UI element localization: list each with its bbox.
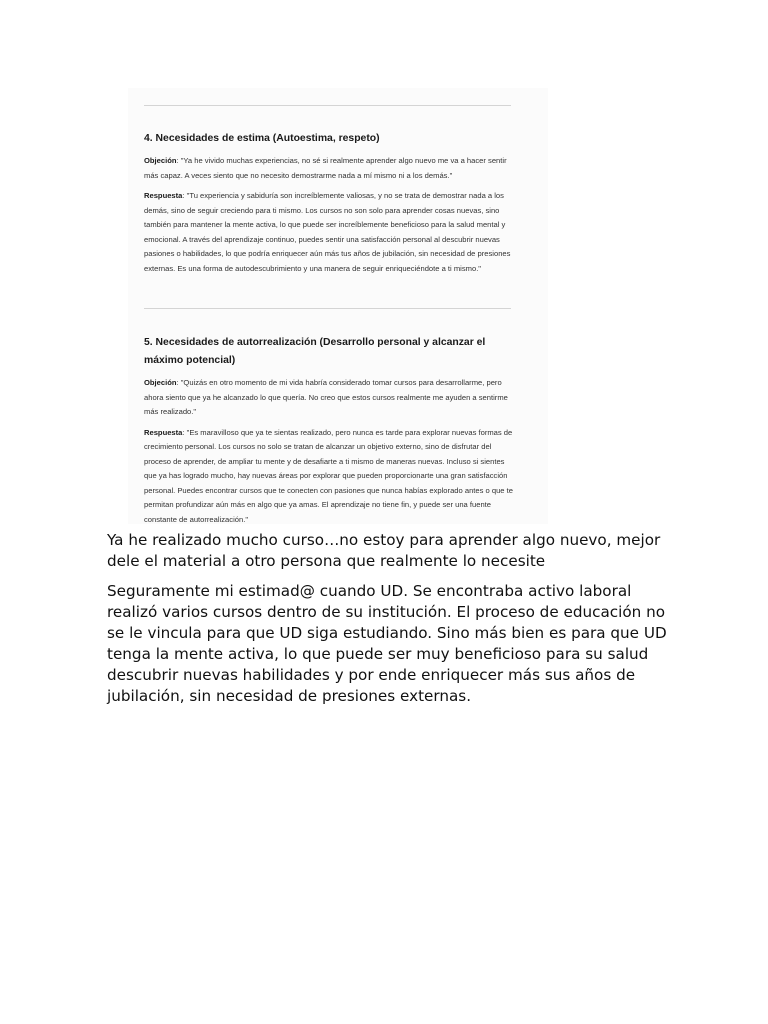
objection-paragraph	[144, 154, 514, 183]
section-self-actualization	[144, 334, 514, 524]
divider	[144, 105, 511, 106]
objection-label: Objeción	[144, 156, 177, 165]
objection-paragraph	[144, 376, 514, 420]
paragraph-text: Ya he realizado mucho curso…no estoy para aprender algo nuevo, mejor dele el material a otro persona que realmente lo necesite	[107, 531, 661, 570]
response-label: Respuesta	[144, 427, 183, 437]
objection-text: : "Ya he vivido muchas experiencias, no sé si realmente aprender algo nuevo me va a hacer sentir más capaz. A veces siento que no necesito demostrarme nada a mí mismo ni a los demás."	[144, 156, 507, 180]
client-objection-paragraph	[107, 530, 667, 572]
section-esteem	[144, 130, 514, 282]
paragraph-text: Seguramente mi estimad@ cuando UD. Se encontraba activo laboral realizó varios cursos dentro de su institución. El proceso de educación no se le vincula para que UD siga estudiando. Sino más bien es para que UD tenga la mente activa, lo que puede ser muy beneficioso para su salud descubrir nuevas habilidades y por ende enriquecer más sus años de jubilación, sin necesidad de presiones externas.	[107, 582, 667, 705]
response-paragraph	[144, 426, 514, 525]
response-paragraph	[144, 189, 514, 276]
divider	[144, 308, 511, 309]
embedded-screenshot	[128, 88, 548, 524]
response-text: : "Tu experiencia y sabiduría son increíblemente valiosas, y no se trata de demostrar nada a los demás, sino de seguir creciendo para ti mismo. Los cursos no son solo para aprender cosas nuevas, sino también para mantener la mente activa, lo que puede ser increíblemente beneficioso para la salud mental y emocional. A través del aprendizaje continuo, puedes sentir una satisfacción personal al descubrir nuevas pasiones o habilidades, lo que podría enriquecer aún más tus años de jubilación, sin necesidad de presiones externas. Es una forma de autodescubrimiento y una manera de seguir enriqueciéndote a ti mismo."	[144, 191, 511, 273]
response-text: : "Es maravilloso que ya te sientas realizado, pero nunca es tarde para explorar nuevas formas de crecimiento personal. Los cursos no solo se tratan de alcanzar un objetivo externo, sino de disfrutar del proceso de aprender, de ampliar tu mente y de desafiarte a ti mismo de maneras nuevas. Incluso si sientes que ya has logrado mucho, hay nuevas áreas por explorar que pueden proporcionarte una gran satisfacción personal. Puedes encontrar cursos que te conecten con pasiones que nunca habías explorado antes o que te permitan profundizar aún más en algo que ya amas. El aprendizaje no tiene fin, y puede ser una fuente constante de autorrealización."	[144, 427, 513, 524]
response-paragraph	[107, 581, 667, 707]
response-label: Respuesta	[144, 191, 183, 200]
section-title: 4. Necesidades de estima (Autoestima, respeto)	[144, 133, 380, 144]
objection-text: : "Quizás en otro momento de mi vida habría considerado tomar cursos para desarrollarme, pero ahora siento que ya he alcanzado lo que quería. No creo que estos cursos realmente me ayuden a sentirme más realizado."	[144, 378, 508, 416]
objection-label: Objeción	[144, 378, 177, 387]
section-title: 5. Necesidades de autorrealización (Desarrollo personal y alcanzar el máximo potencial)	[144, 337, 486, 366]
